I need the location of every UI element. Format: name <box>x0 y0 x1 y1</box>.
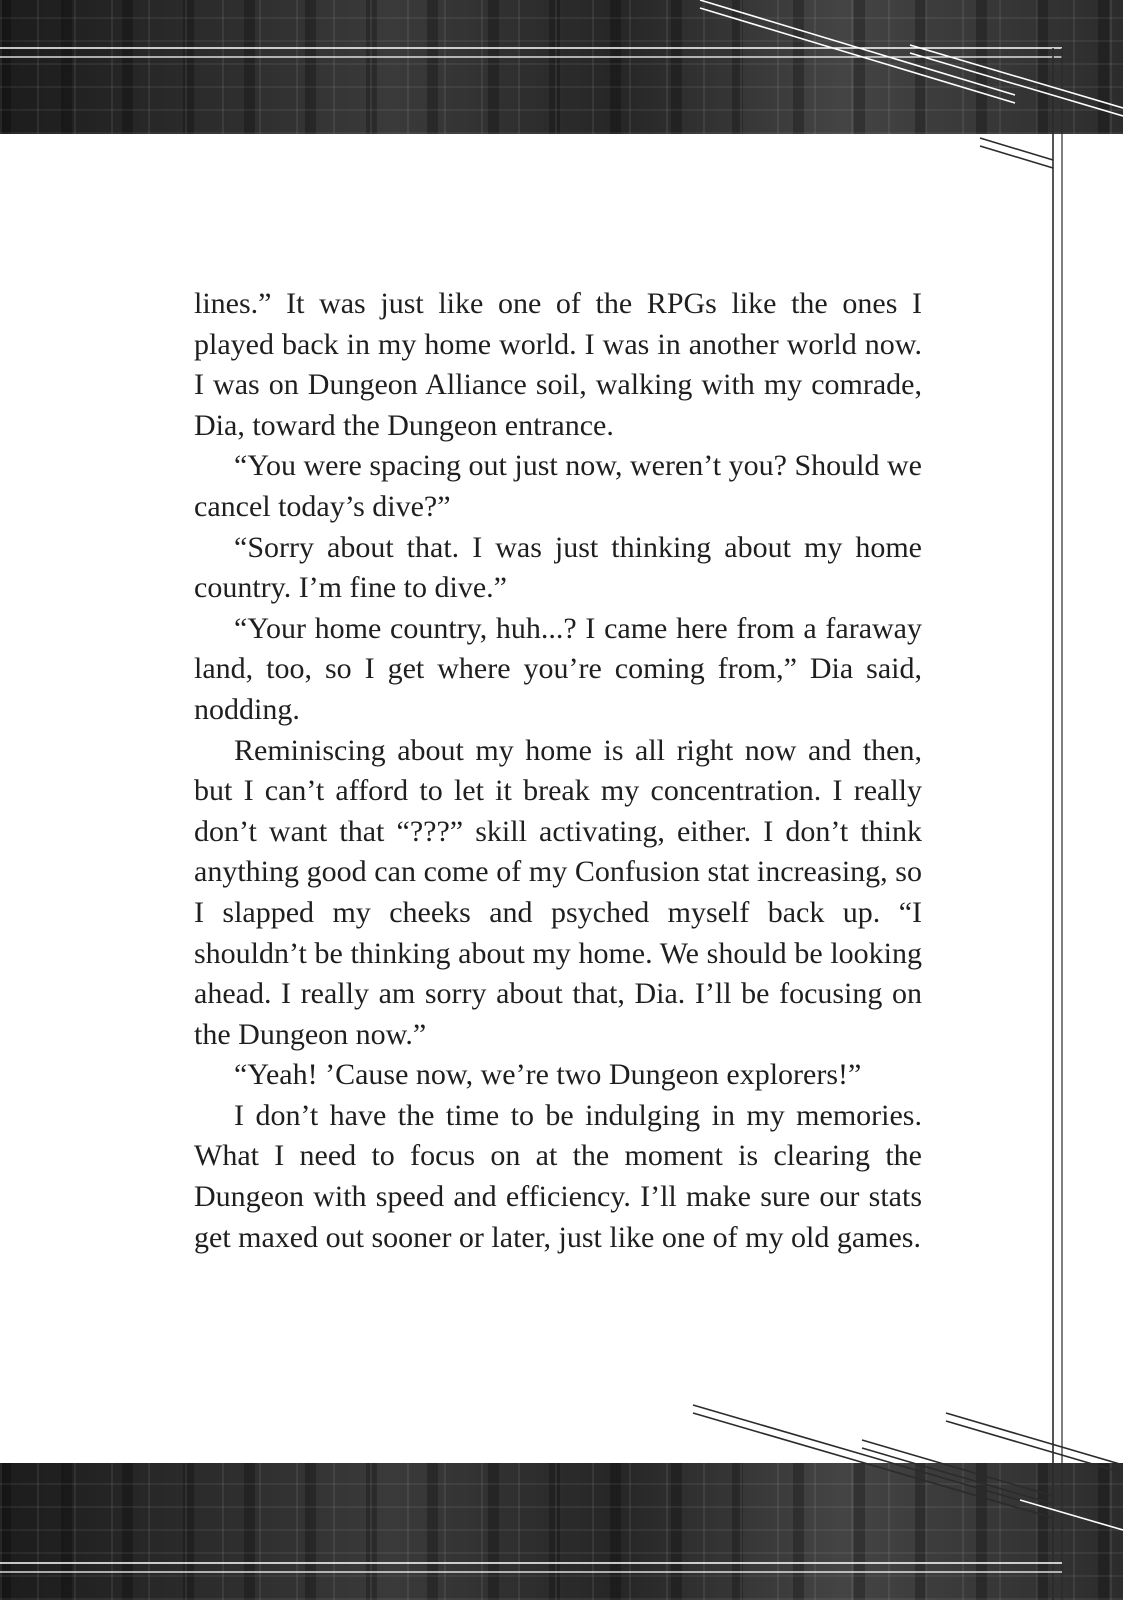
paragraph: I don’t have the time to be indulging in my memories. What I need to focus on at the moment is clearing the Dungeon with speed and efficiency. I’ll make sure our stats get maxed out sooner or later, just like one of my old games. <box>194 1098 922 1254</box>
paragraph: “Sorry about that. I was just thinking about my home country. I’m fine to dive.” <box>194 530 922 605</box>
footer-decorative-band <box>0 1463 1123 1600</box>
header-decorative-band <box>0 0 1123 134</box>
paragraph: Reminiscing about my home is all right now and then, but I can’t afford to let it break my concentration. I really don’t want that “???” skill activating, either. I don’t think anything good can come of my Confusion stat increasing, so I slapped my cheeks and psyched myself back up. “I shouldn’t be thinking about my home. We should be looking ahead. I really am sorry about that, Dia. I’ll be focusing on the Dungeon now.” <box>194 733 922 1051</box>
paragraph: “Your home country, huh...? I came here from a faraway land, too, so I get where you’re coming from,” Dia said, nodding. <box>194 611 922 726</box>
paragraph: “Yeah! ’Cause now, we’re two Dungeon explorers!” <box>234 1058 862 1092</box>
body-text <box>194 284 922 1258</box>
paragraph: “You were spacing out just now, weren’t you? Should we cancel today’s dive?” <box>194 449 922 523</box>
paragraph: lines.” It was just like one of the RPGs like the ones I played back in my home world. I was in another world now. I was on Dungeon Alliance soil, walking with my comrade, Dia, toward the Dungeon entrance. <box>194 287 922 442</box>
